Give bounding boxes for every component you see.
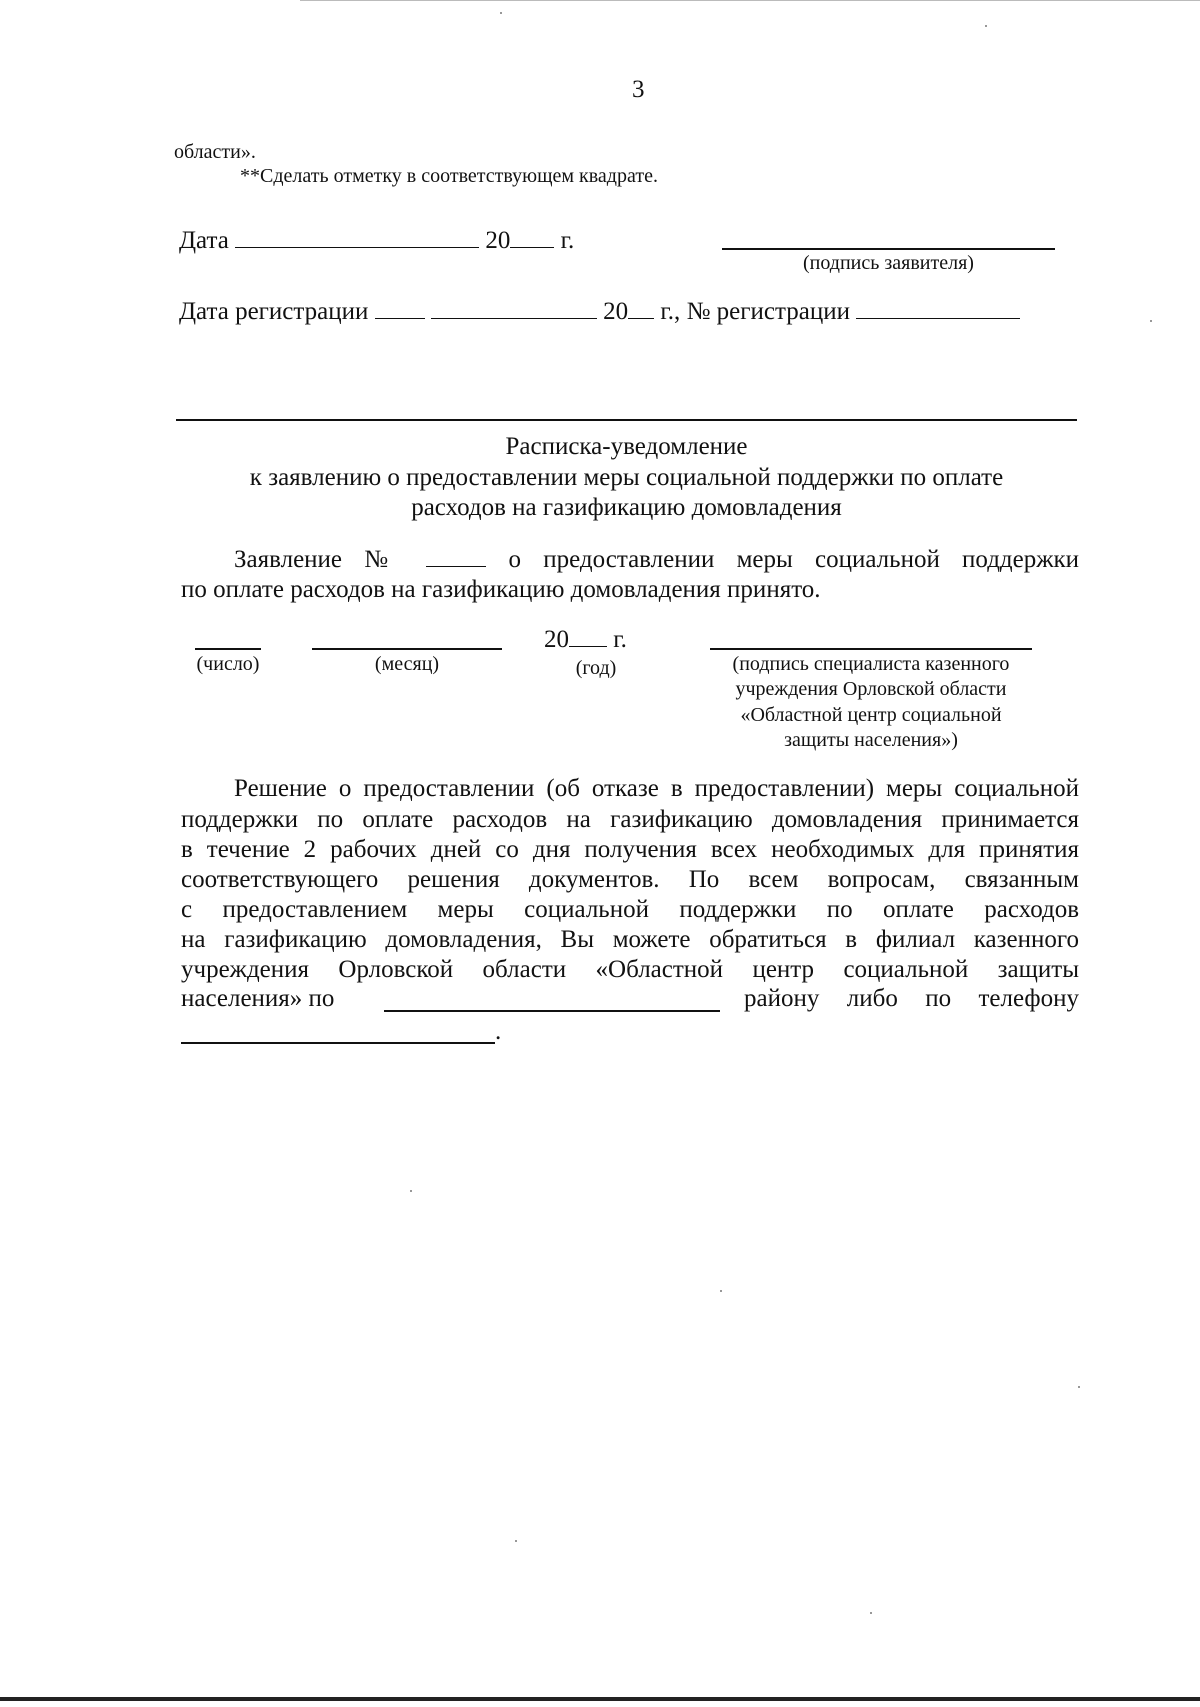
specialist-signature-caption-2: учреждения Орловской области (735, 678, 1007, 700)
registration-number-label: № регистрации (686, 298, 850, 325)
receipt-year-blank[interactable] (569, 626, 607, 647)
decision-line-3: в течение 2 рабочих дней со дня получения всех необходимых для принятия (181, 836, 1079, 863)
date-blank[interactable] (235, 225, 479, 248)
district-blank[interactable] (384, 1010, 720, 1012)
decision-line-1: Решение о предоставлении (об отказе в предоставлении) меры социальной (234, 775, 1079, 802)
registration-line (179, 296, 1020, 327)
specialist-signature-caption-1: (подпись специалиста казенного (732, 653, 1010, 675)
statement-prefix: Заявление № (234, 546, 405, 573)
specialist-signature-line[interactable] (710, 648, 1032, 650)
registration-date-label: Дата регистрации (179, 298, 369, 325)
registration-day-blank[interactable] (375, 296, 425, 319)
date-label: Дата (179, 227, 229, 254)
decision-line-6: на газификацию домовладения, Вы можете обратиться в филиал казенного (181, 926, 1079, 953)
phone-blank[interactable] (181, 1042, 495, 1044)
statement-number-blank[interactable] (426, 544, 486, 567)
phone-period: . (495, 1018, 502, 1045)
decision-line-4: соответствующего решения документов. По всем вопросам, связанным (181, 866, 1079, 893)
month-blank[interactable] (312, 648, 502, 650)
previous-page-tail: области». (174, 141, 256, 163)
scan-speck (1150, 320, 1152, 322)
page-number: 3 (632, 76, 645, 103)
scan-speck (410, 1190, 412, 1192)
section-separator (176, 419, 1077, 421)
specialist-signature-caption-4: защиты населения») (784, 729, 958, 751)
specialist-signature-caption-3: «Областной центр социальной (740, 704, 1002, 726)
month-caption: (месяц) (374, 653, 440, 675)
receipt-year (544, 625, 627, 655)
registration-year-blank[interactable] (628, 296, 654, 319)
registration-year-suffix: г., (660, 298, 681, 325)
date-line (179, 225, 574, 256)
decision-line-8-end: району либо по телефону (744, 985, 1079, 1012)
scan-speck (500, 12, 502, 14)
applicant-signature-line[interactable] (722, 248, 1055, 250)
registration-year-prefix: 20 (603, 298, 629, 325)
scan-speck (720, 1290, 722, 1292)
scan-speck (985, 25, 987, 27)
statement-suffix: о предоставлении меры социальной поддержки (508, 546, 1080, 573)
applicant-signature-caption: (подпись заявителя) (803, 252, 974, 274)
receipt-title: Расписка-уведомление (505, 433, 748, 460)
decision-line-2: поддержки по оплате расходов на газификацию домовладения принимается (181, 806, 1079, 833)
decision-line-7: учреждения Орловской области «Областной центр социальной защиты (181, 956, 1079, 983)
registration-month-blank[interactable] (431, 296, 597, 319)
receipt-year-suffix: г. (613, 626, 627, 653)
scan-top-edge (300, 0, 1200, 1)
receipt-year-prefix: 20 (544, 626, 569, 653)
day-caption: (число) (196, 653, 260, 675)
date-year-suffix: г. (560, 227, 575, 254)
date-year-blank[interactable] (510, 225, 554, 248)
registration-number-blank[interactable] (856, 296, 1020, 319)
decision-line-8-start: населения» по (181, 985, 335, 1012)
scan-speck (515, 1540, 517, 1542)
day-blank[interactable] (195, 648, 261, 650)
scan-speck (870, 1612, 872, 1614)
date-year-prefix: 20 (485, 227, 511, 254)
statement-line2: по оплате расходов на газификацию домовладения принято. (181, 576, 821, 603)
receipt-subtitle-line1: к заявлению о предоставлении меры социальной поддержки по оплате (249, 464, 1004, 491)
year-caption: (год) (575, 657, 617, 679)
scan-bottom-edge (0, 1697, 1200, 1701)
statement-line1 (234, 544, 1079, 575)
decision-line-5: с предоставлением меры социальной поддержки по оплате расходов (181, 896, 1079, 923)
footnote: **Сделать отметку в соответствующем квадрате. (240, 165, 658, 187)
receipt-subtitle-line2: расходов на газификацию домовладения (411, 494, 842, 521)
scan-speck (1078, 1386, 1080, 1388)
